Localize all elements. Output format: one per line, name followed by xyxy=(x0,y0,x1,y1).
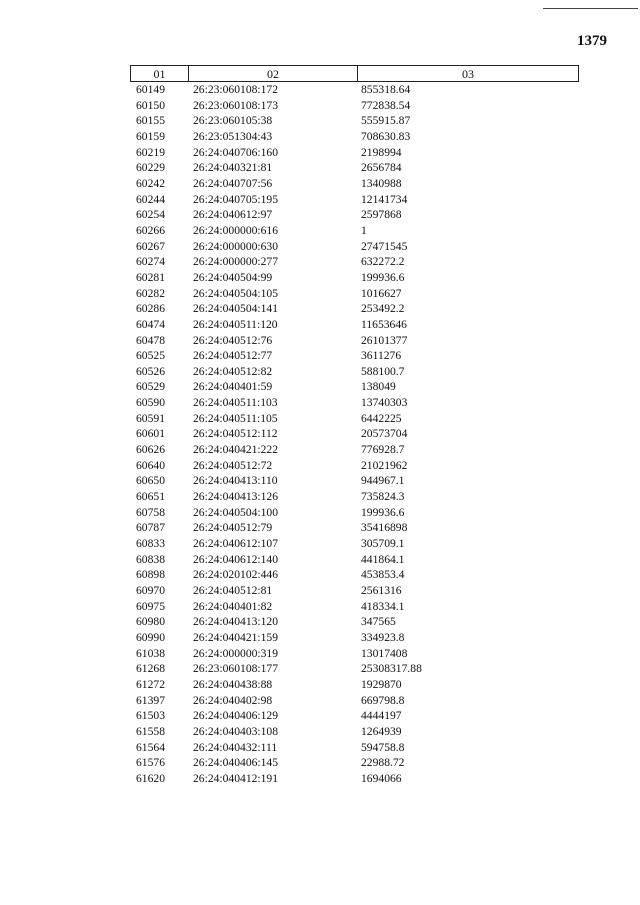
cadastral-number: 26:24:040403:108 xyxy=(193,724,279,738)
row-value: 138049 xyxy=(361,380,396,394)
cadastral-number: 26:24:040504:141 xyxy=(193,302,279,316)
table-row xyxy=(130,113,579,129)
row-value: 11653646 xyxy=(361,317,407,331)
table-row xyxy=(130,192,579,208)
cadastral-number: 26:24:040511:103 xyxy=(193,396,278,410)
row-id: 60990 xyxy=(136,630,165,644)
cadastral-number: 26:24:000000:616 xyxy=(193,223,279,237)
row-value: 1016627 xyxy=(361,286,402,300)
table-row xyxy=(130,160,579,176)
row-value: 199936.6 xyxy=(361,505,405,519)
cadastral-number: 26:24:040412:191 xyxy=(193,771,279,785)
row-id: 60286 xyxy=(136,302,165,316)
cadastral-number: 26:23:060108:173 xyxy=(193,98,279,112)
table-row xyxy=(130,583,579,599)
cadastral-number: 26:23:060108:172 xyxy=(193,83,279,96)
table-row xyxy=(130,223,579,239)
row-value: 2198994 xyxy=(361,145,402,159)
cadastral-number: 26:24:040512:112 xyxy=(193,427,278,441)
row-id: 61503 xyxy=(136,709,165,723)
row-value: 776928.7 xyxy=(361,443,405,457)
row-value: 2656784 xyxy=(361,161,402,175)
cadastral-number: 26:24:020102:446 xyxy=(193,568,279,582)
cadastral-number: 26:24:040512:72 xyxy=(193,458,273,472)
table-row xyxy=(130,755,579,771)
table-row xyxy=(130,333,579,349)
table-row xyxy=(130,724,579,740)
row-value: 26101377 xyxy=(361,333,408,347)
cadastral-number: 26:24:040512:79 xyxy=(193,521,273,535)
row-value: 1 xyxy=(361,223,367,237)
row-value: 21021962 xyxy=(361,458,408,472)
table-row xyxy=(130,473,579,489)
table-row xyxy=(130,379,579,395)
row-value: 453853.4 xyxy=(361,568,405,582)
row-value: 708630.83 xyxy=(361,129,411,143)
row-id: 60474 xyxy=(136,317,165,331)
table-row xyxy=(130,129,579,145)
table-row xyxy=(130,317,579,333)
table-row xyxy=(130,254,579,270)
row-id: 60787 xyxy=(136,521,165,535)
cadastral-number: 26:24:040504:105 xyxy=(193,286,279,300)
table-row xyxy=(130,426,579,442)
row-value: 772838.54 xyxy=(361,98,411,112)
row-value: 1694066 xyxy=(361,771,402,785)
cadastral-number: 26:24:040612:97 xyxy=(193,208,273,222)
cadastral-number: 26:24:040438:88 xyxy=(193,677,273,691)
row-value: 855318.64 xyxy=(361,83,411,96)
row-id: 61558 xyxy=(136,724,165,738)
row-id: 60525 xyxy=(136,349,165,363)
row-id: 60274 xyxy=(136,255,165,269)
table-row xyxy=(130,411,579,427)
row-value: 2561316 xyxy=(361,584,402,597)
row-id: 60975 xyxy=(136,599,165,613)
row-id: 61620 xyxy=(136,771,165,785)
cadastral-number: 26:23:060108:177 xyxy=(193,662,279,676)
table-row xyxy=(130,567,579,583)
row-value: 253492.2 xyxy=(361,302,405,316)
row-value: 13017408 xyxy=(361,646,408,660)
row-value: 588100.7 xyxy=(361,364,405,378)
table-row xyxy=(130,301,579,317)
cadastral-number: 26:24:000000:319 xyxy=(193,646,279,660)
table-row xyxy=(130,661,579,677)
row-id: 60281 xyxy=(136,270,165,284)
row-value: 1340988 xyxy=(361,176,402,190)
cadastral-number: 26:24:040511:120 xyxy=(193,317,278,331)
row-id: 60526 xyxy=(136,364,165,378)
row-id: 60590 xyxy=(136,396,165,410)
row-id: 60229 xyxy=(136,161,165,175)
row-value: 199936.6 xyxy=(361,270,405,284)
cadastral-number: 26:24:040612:107 xyxy=(193,537,279,551)
cadastral-number: 26:23:051304:43 xyxy=(193,129,273,143)
cadastral-number: 26:24:040504:99 xyxy=(193,270,273,284)
row-id: 60282 xyxy=(136,286,165,300)
table-row xyxy=(130,98,579,114)
row-value: 669798.8 xyxy=(361,693,405,707)
table-row xyxy=(130,708,579,724)
table-row xyxy=(130,395,579,411)
cadastral-number: 26:24:040612:140 xyxy=(193,552,279,566)
row-value: 25308317.88 xyxy=(361,662,422,676)
table-row xyxy=(130,348,579,364)
row-id: 60159 xyxy=(136,129,165,143)
table-row xyxy=(130,536,579,552)
cadastral-number: 26:24:040406:145 xyxy=(193,756,279,770)
row-id: 61576 xyxy=(136,756,165,770)
table-row xyxy=(130,442,579,458)
cadastral-number: 26:24:040413:120 xyxy=(193,615,279,629)
row-id: 60149 xyxy=(136,83,165,96)
cadastral-number: 26:24:040402:98 xyxy=(193,693,273,707)
row-id: 60626 xyxy=(136,443,165,457)
top-rule xyxy=(543,8,638,9)
row-value: 22988.72 xyxy=(361,756,405,770)
row-id: 60591 xyxy=(136,411,165,425)
cadastral-number: 26:24:040401:59 xyxy=(193,380,273,394)
cadastral-number: 26:24:040512:76 xyxy=(193,333,273,347)
table-row xyxy=(130,599,579,615)
table-body xyxy=(130,82,579,787)
page-number: 1379 xyxy=(577,33,607,49)
table-row xyxy=(130,207,579,223)
table-row xyxy=(130,145,579,161)
table-row xyxy=(130,630,579,646)
row-id: 60980 xyxy=(136,615,165,629)
table-row xyxy=(130,771,579,787)
row-id: 60219 xyxy=(136,145,165,159)
table-row xyxy=(130,458,579,474)
table-row xyxy=(130,740,579,756)
table-row xyxy=(130,614,579,630)
row-id: 61272 xyxy=(136,677,165,691)
row-id: 61038 xyxy=(136,646,165,660)
data-table xyxy=(130,65,579,787)
row-value: 2597868 xyxy=(361,208,402,222)
row-id: 60244 xyxy=(136,192,165,206)
row-id: 60155 xyxy=(136,114,165,128)
row-value: 305709.1 xyxy=(361,537,405,551)
row-value: 334923.8 xyxy=(361,630,405,644)
cadastral-number: 26:24:040707:56 xyxy=(193,176,273,190)
cadastral-number: 26:24:040512:77 xyxy=(193,349,273,363)
row-id: 60651 xyxy=(136,490,165,504)
cadastral-number: 26:24:040421:222 xyxy=(193,443,279,457)
cadastral-number: 26:24:040706:160 xyxy=(193,145,279,159)
cadastral-number: 26:24:040511:105 xyxy=(193,411,278,425)
row-value: 944967.1 xyxy=(361,474,405,488)
row-value: 1929870 xyxy=(361,677,402,691)
row-id: 60529 xyxy=(136,380,165,394)
row-value: 594758.8 xyxy=(361,740,405,754)
cadastral-number: 26:24:000000:277 xyxy=(193,255,279,269)
row-value: 27471545 xyxy=(361,239,408,253)
row-id: 60242 xyxy=(136,176,165,190)
cadastral-number: 26:24:040512:82 xyxy=(193,364,273,378)
row-id: 60898 xyxy=(136,568,165,582)
row-id: 60833 xyxy=(136,537,165,551)
row-id: 60970 xyxy=(136,584,165,597)
row-id: 60650 xyxy=(136,474,165,488)
row-value: 441864.1 xyxy=(361,552,405,566)
row-value: 6442225 xyxy=(361,411,402,425)
row-id: 60758 xyxy=(136,505,165,519)
cadastral-number: 26:24:040413:110 xyxy=(193,474,278,488)
table-row xyxy=(130,552,579,568)
row-id: 60478 xyxy=(136,333,165,347)
header-col-03: 03 xyxy=(462,67,474,81)
table-row xyxy=(130,677,579,693)
row-value: 632272.2 xyxy=(361,255,405,269)
cadastral-number: 26:24:040421:159 xyxy=(193,630,279,644)
cadastral-number: 26:24:040432:111 xyxy=(193,740,278,754)
row-id: 61564 xyxy=(136,740,165,754)
row-id: 60601 xyxy=(136,427,165,441)
row-id: 60640 xyxy=(136,458,165,472)
row-value: 735824.3 xyxy=(361,490,405,504)
table-row xyxy=(130,239,579,255)
table-row xyxy=(130,286,579,302)
table-row xyxy=(130,364,579,380)
table-row xyxy=(130,489,579,505)
cadastral-number: 26:24:040512:81 xyxy=(193,584,273,597)
row-value: 20573704 xyxy=(361,427,408,441)
row-value: 35416898 xyxy=(361,521,408,535)
row-id: 60267 xyxy=(136,239,165,253)
cadastral-number: 26:24:000000:630 xyxy=(193,239,279,253)
row-id: 60838 xyxy=(136,552,165,566)
row-id: 61397 xyxy=(136,693,165,707)
cadastral-number: 26:24:040406:129 xyxy=(193,709,279,723)
row-value: 4444197 xyxy=(361,709,402,723)
row-id: 60254 xyxy=(136,208,165,222)
row-value: 13740303 xyxy=(361,396,408,410)
table-row xyxy=(130,505,579,521)
cadastral-number: 26:24:040413:126 xyxy=(193,490,279,504)
table-row xyxy=(130,270,579,286)
row-id: 60266 xyxy=(136,223,165,237)
table-row xyxy=(130,520,579,536)
header-col-02: 02 xyxy=(267,67,279,81)
table-row xyxy=(130,82,579,98)
row-value: 347565 xyxy=(361,615,396,629)
table-row xyxy=(130,646,579,662)
cadastral-number: 26:23:060105:38 xyxy=(193,114,273,128)
cadastral-number: 26:24:040321:81 xyxy=(193,161,273,175)
table-header xyxy=(130,65,579,82)
header-col-01: 01 xyxy=(153,67,166,81)
table-row xyxy=(130,693,579,709)
cadastral-number: 26:24:040705:195 xyxy=(193,192,279,206)
row-value: 1264939 xyxy=(361,724,402,738)
row-id: 60150 xyxy=(136,98,165,112)
cadastral-number: 26:24:040504:100 xyxy=(193,505,279,519)
row-value: 12141734 xyxy=(361,192,408,206)
cadastral-number: 26:24:040401:82 xyxy=(193,599,273,613)
table-row xyxy=(130,176,579,192)
row-value: 3611276 xyxy=(361,349,402,363)
row-value: 418334.1 xyxy=(361,599,405,613)
row-id: 61268 xyxy=(136,662,165,676)
row-value: 555915.87 xyxy=(361,114,411,128)
